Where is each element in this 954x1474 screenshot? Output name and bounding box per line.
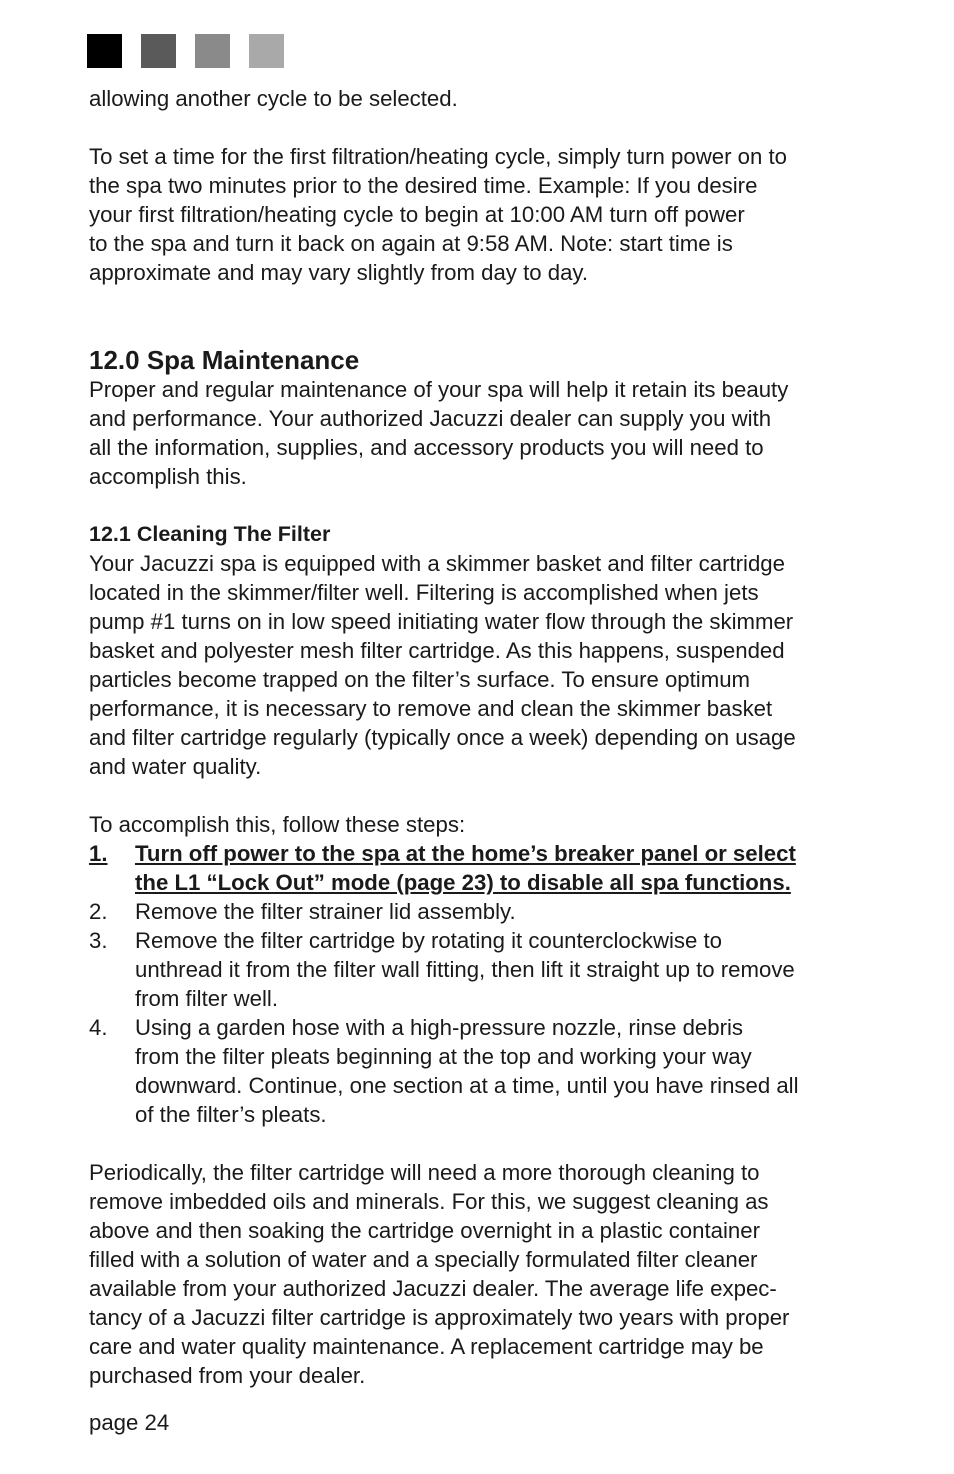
step-number: 2. [89,899,108,924]
periodic-line: filled with a solution of water and a specially formulated filter cleaner [89,1247,758,1272]
step-number: 3. [89,928,108,953]
section-12-1-title: 12.1 Cleaning The Filter [89,522,331,546]
step-line: the L1 “Lock Out” mode (page 23) to disable all spa functions. [135,870,791,895]
step-line: Remove the filter strainer lid assembly. [135,899,516,924]
set-time-line: the spa two minutes prior to the desired time. Example: If you desire [89,173,758,198]
section-12-1-line: and filter cartridge regularly (typically once a week) depending on usage [89,725,796,750]
periodic-line: purchased from your dealer. [89,1363,366,1388]
step-item [89,839,879,897]
periodic-line: remove imbedded oils and minerals. For this, we suggest cleaning as [89,1189,769,1214]
step-number: 1. [89,841,108,866]
section-12-1-body [89,549,879,781]
step-item [89,926,879,1013]
periodic-cleaning-paragraph [89,1158,879,1390]
section-12-1-line: basket and polyester mesh filter cartridge. As this happens, suspended [89,638,785,663]
step-line: Using a garden hose with a high-pressure nozzle, rinse debris [135,1015,744,1040]
step-line: unthread it from the filter wall fitting, then lift it straight up to remove [135,957,795,982]
periodic-line: Periodically, the filter cartridge will need a more thorough cleaning to [89,1160,760,1185]
periodic-line: available from your authorized Jacuzzi dealer. The average life expec- [89,1276,777,1301]
steps-intro: To accomplish this, follow these steps: [89,812,466,837]
page-content [89,84,879,1390]
set-time-line: your first filtration/heating cycle to begin at 10:00 AM turn off power [89,202,745,227]
section-12-1-line: pump #1 turns on in low speed initiating water flow through the skimmer [89,609,794,634]
header-square-mid-gray [195,34,230,68]
periodic-line: care and water quality maintenance. A replacement cartridge may be [89,1334,764,1359]
section-12-line: Proper and regular maintenance of your spa will help it retain its beauty [89,377,789,402]
set-time-line: To set a time for the first filtration/heating cycle, simply turn power on to [89,144,787,169]
step-text [135,1013,879,1129]
section-12-1-line: particles become trapped on the filter’s surface. To ensure optimum [89,667,751,692]
section-12-1-line: Your Jacuzzi spa is equipped with a skimmer basket and filter cartridge [89,551,785,576]
section-12-line: all the information, supplies, and accessory products you will need to [89,435,764,460]
periodic-line: tancy of a Jacuzzi filter cartridge is approximately two years with proper [89,1305,790,1330]
header-square-dark-gray [141,34,176,68]
section-12-body [89,375,879,491]
step-line: Remove the filter cartridge by rotating it counterclockwise to [135,928,722,953]
step-item [89,897,879,926]
step-line: of the filter’s pleats. [135,1102,327,1127]
set-time-line: approximate and may vary slightly from day to day. [89,260,589,285]
section-12-title: 12.0 Spa Maintenance [89,345,360,375]
page-number: page 24 [89,1410,170,1435]
section-12-1-line: performance, it is necessary to remove and clean the skimmer basket [89,696,773,721]
step-text [135,926,879,1013]
step-text [135,839,879,897]
step-text [135,897,879,926]
step-line: from the filter pleats beginning at the top and working your way [135,1044,752,1069]
continuation-paragraph: allowing another cycle to be selected. [89,86,458,111]
set-time-paragraph [89,142,879,287]
section-12-line: and performance. Your authorized Jacuzzi dealer can supply you with [89,406,772,431]
step-line: from filter well. [135,986,279,1011]
section-12-1-line: and water quality. [89,754,262,779]
header-square-black [87,34,122,68]
section-12-1-line: located in the skimmer/filter well. Filtering is accomplished when jets [89,580,759,605]
steps-list [89,839,879,1129]
header-square-light-gray [249,34,284,68]
section-12-line: accomplish this. [89,464,247,489]
set-time-line: to the spa and turn it back on again at 9:58 AM. Note: start time is [89,231,733,256]
step-line: Turn off power to the spa at the home’s breaker panel or select [135,841,796,866]
step-item [89,1013,879,1129]
step-line: downward. Continue, one section at a time, until you have rinsed all [135,1073,799,1098]
header-squares [87,34,284,68]
periodic-line: above and then soaking the cartridge overnight in a plastic container [89,1218,760,1243]
step-number: 4. [89,1015,108,1040]
